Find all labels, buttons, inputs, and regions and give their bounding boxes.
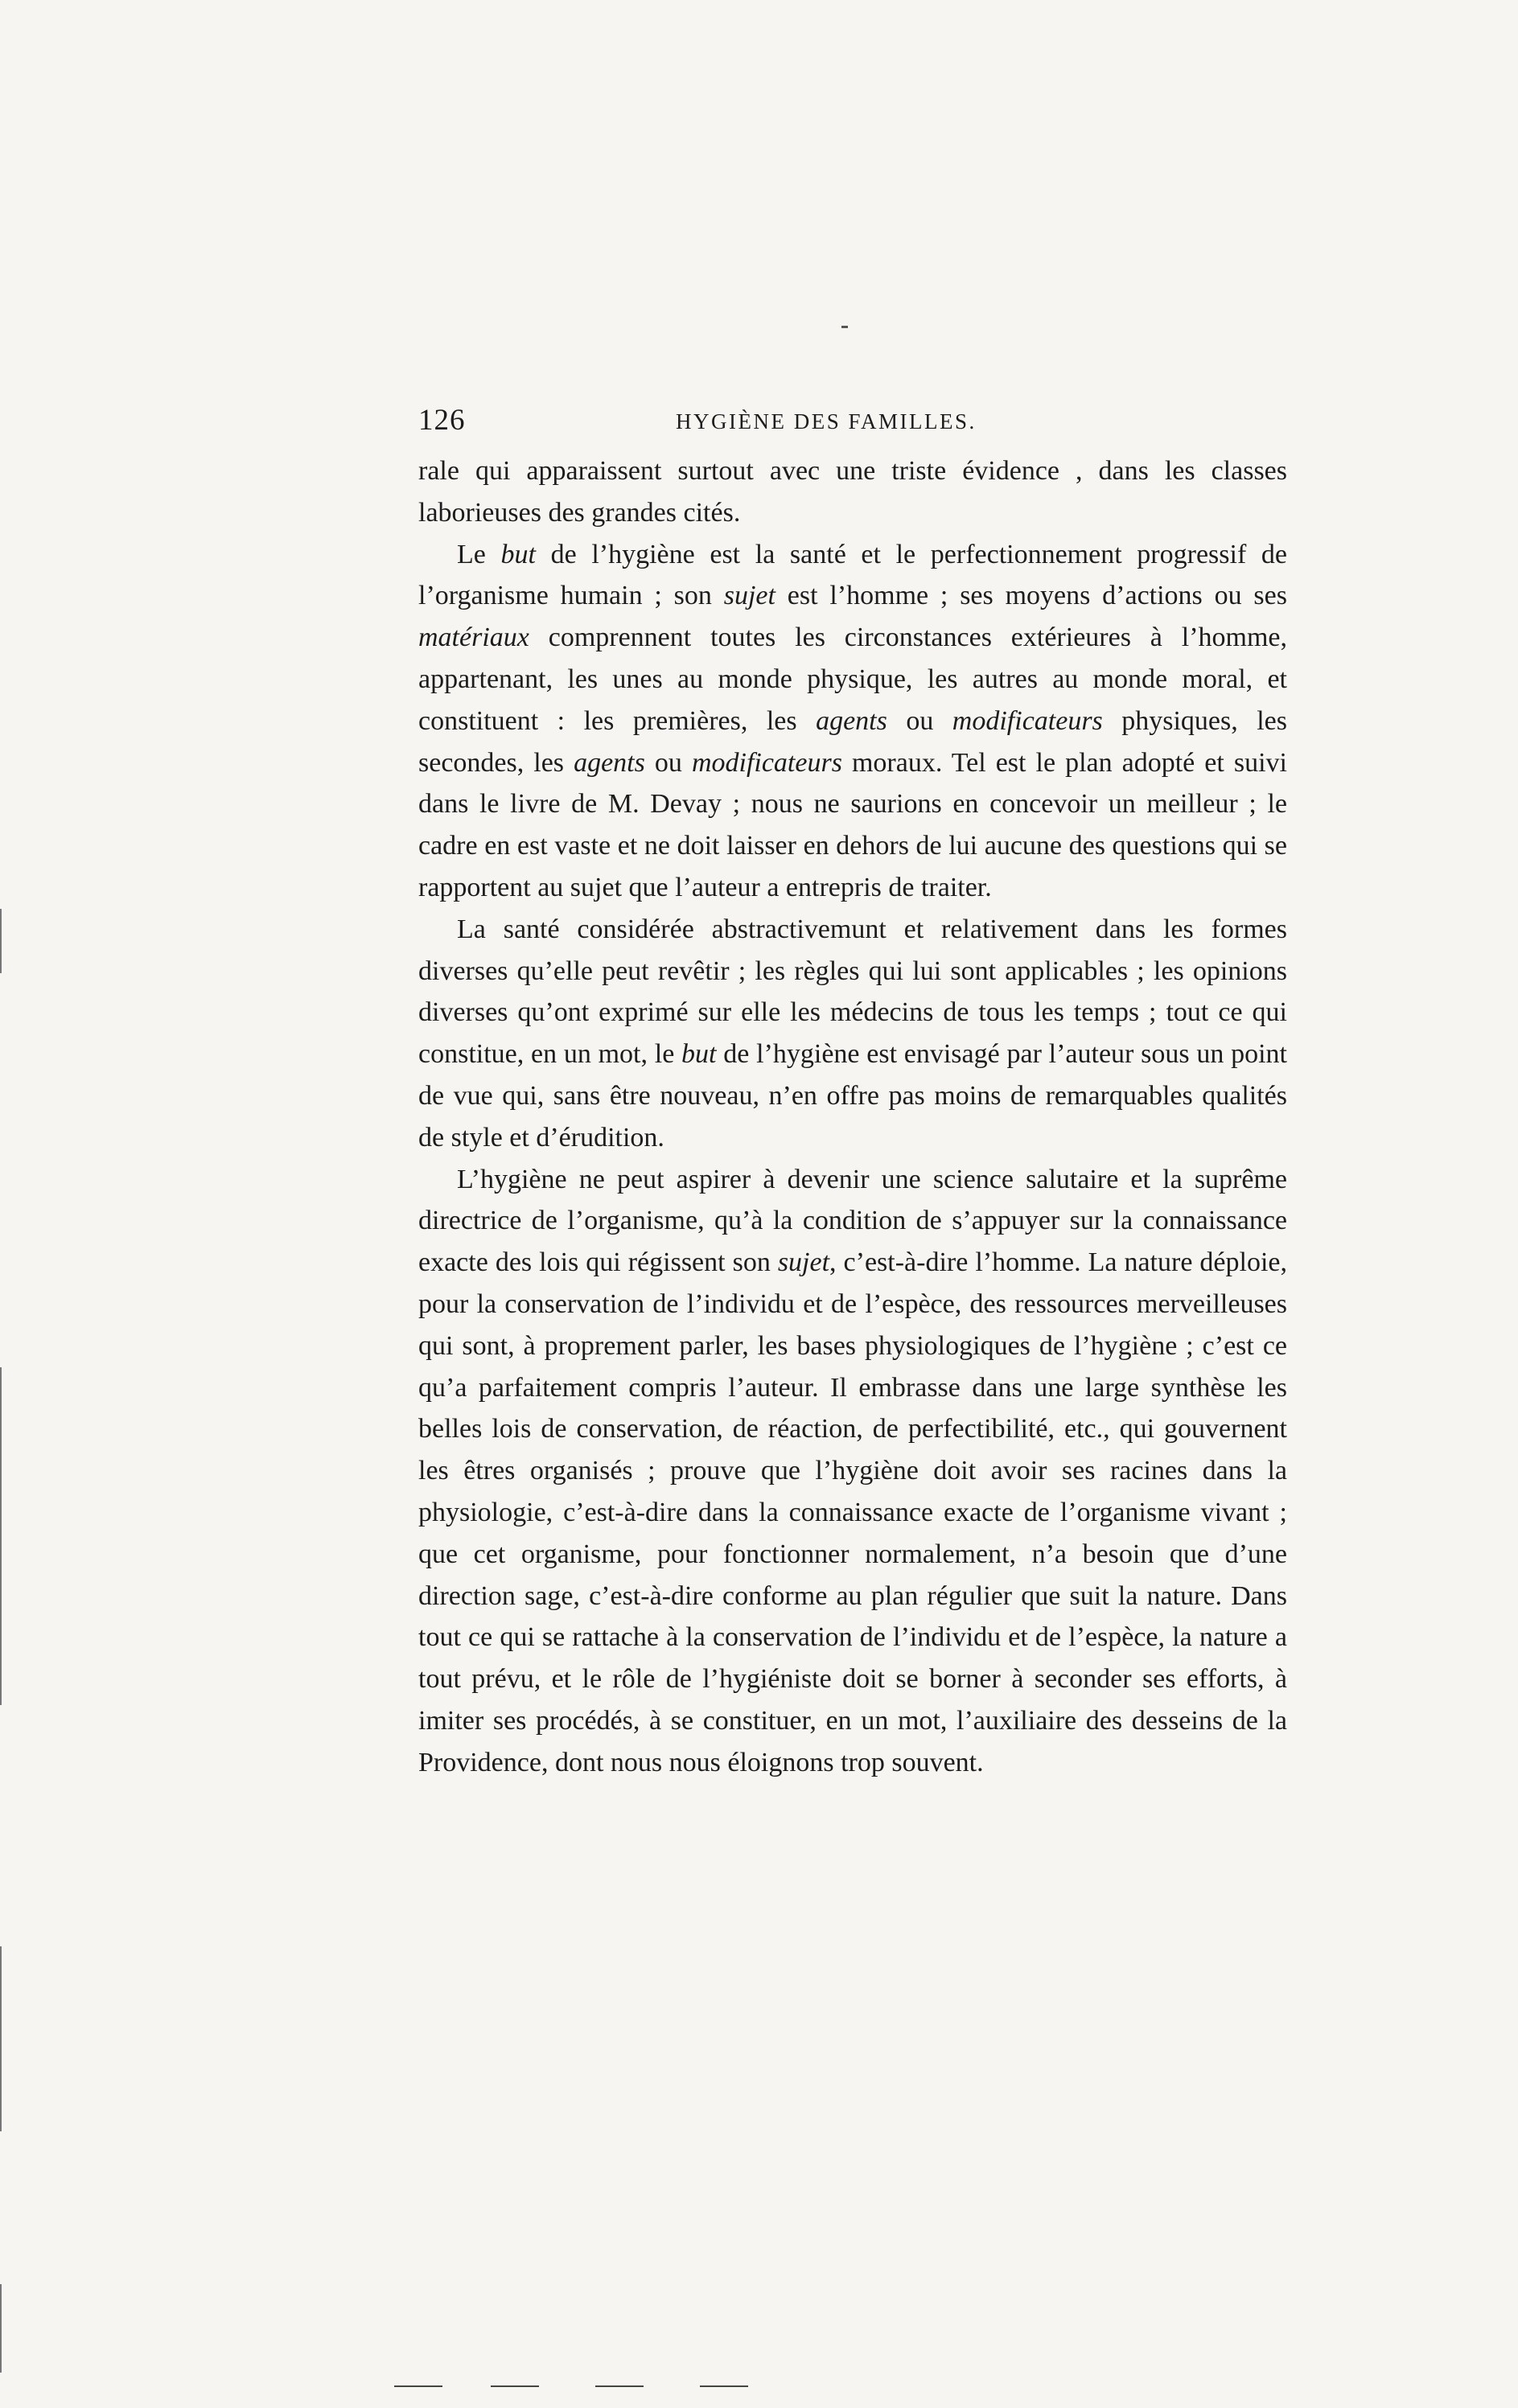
running-title: HYGIÈNE DES FAMILLES.: [676, 409, 977, 434]
text-run: comprennent toutes les circonstances extérieures à l’homme, appartenant, les unes au monde physique, les autres au monde moral, et constituent : les premières, les: [418, 623, 1287, 736]
italic-term: agents: [574, 747, 645, 778]
text-run: rale qui apparaissent surtout avec une triste évidence , dans les classes laborieuses des grandes cités.: [418, 456, 1287, 528]
italic-term: modificateurs: [691, 747, 842, 778]
footer-rule: [394, 2385, 442, 2387]
ink-speck: [841, 326, 848, 328]
footer-rule: [491, 2385, 539, 2387]
text-run: ou: [644, 747, 692, 778]
text-run: L’hygiène ne peut aspirer à devenir une science salutaire et la suprême directrice de l’organisme, qu’à la condition de s’appuyer sur la connaissance exacte des lois qui régissent son: [418, 1164, 1287, 1278]
scan-edge-mark: [0, 2284, 2, 2373]
italic-term: sujet: [723, 581, 775, 611]
scan-edge-mark: [0, 909, 2, 973]
text-run: , c’est-à-dire l’homme. La nature déploie, pour la conservation de l’individu et de l’espèce, des ressources merveilleuses qui sont, à proprement parler, les bases physiologiques de l’hygiène ; c’est ce qu’a parfaitement compris l’auteur. Il embrasse dans une large synthèse les belles lois de conservation, de réaction, de perfectibilité, etc., qui gouvernent les êtres organisés ; prouve que l’hygiène doit avoir ses racines dans la physiologie, c’est-à-dire dans la connaissance exacte de l’organisme vivant ; que cet organisme, pour fonctionner normalement, n’a besoin que d’une direction sage, c’est-à-dire conforme au plan régulier que suit la nature. Dans tout ce qui se rattache à la conservation de l’individu et de l’espèce, la nature a tout prévu, et le rôle de l’hygiéniste doit se borner à seconder ses efforts, à imiter ses procédés, à se constituer, en un mot, l’auxiliaire des desseins de la Providence, dont nous nous éloignons trop souvent.: [418, 1247, 1287, 1777]
italic-term: matériaux: [418, 623, 529, 653]
text-run: La santé considérée abstractivemunt et relativement dans les formes diverses qu’elle peut revêtir ; les règles qui lui sont applicables ; les opinions diverses qu’ont exprimé sur elle les médecins de tous les temps ; tout ce qui constitue, en un mot, le: [418, 914, 1287, 1070]
scan-edge-mark: [0, 1946, 2, 2131]
paragraph-2: [418, 534, 1287, 909]
italic-term: modificateurs: [952, 705, 1103, 736]
italic-term: agents: [816, 705, 887, 736]
text-run: Le: [457, 539, 501, 569]
page-header: [418, 401, 1287, 441]
italic-term: sujet: [777, 1247, 830, 1278]
text-run: est l’homme ; ses moyens d’actions ou ses: [775, 581, 1287, 611]
text-run: ou: [887, 705, 952, 736]
text-run: de l’hygiène est envisagé par l’auteur sous un point de vue qui, sans être nouveau, n’en offre pas moins de remarquables qualités de style et d’érudition.: [418, 1039, 1287, 1153]
italic-term: but: [500, 539, 536, 569]
paragraph-4: [418, 1159, 1287, 1784]
paragraph-3: [418, 909, 1287, 1159]
text-run: physiques, les secondes, les: [418, 705, 1287, 778]
page-number: 126: [418, 404, 466, 437]
scan-edge-mark: [0, 1367, 2, 1705]
text-run: moraux. Tel est le plan adopté et suivi dans le livre de M. Devay ; nous ne saurions en concevoir un meilleur ; le cadre en est vaste et ne doit laisser en dehors de lui aucune des questions qui se rapportent au sujet que l’auteur a entrepris de traiter.: [418, 747, 1288, 902]
italic-term: but: [681, 1039, 717, 1070]
body-text: [418, 450, 1287, 1784]
footer-rule: [700, 2385, 748, 2387]
text-run: de l’hygiène est la santé et le perfectionnement progressif de l’organisme humain ; son: [418, 539, 1287, 611]
paragraph-1: [418, 450, 1287, 534]
footer-rule: [595, 2385, 644, 2387]
